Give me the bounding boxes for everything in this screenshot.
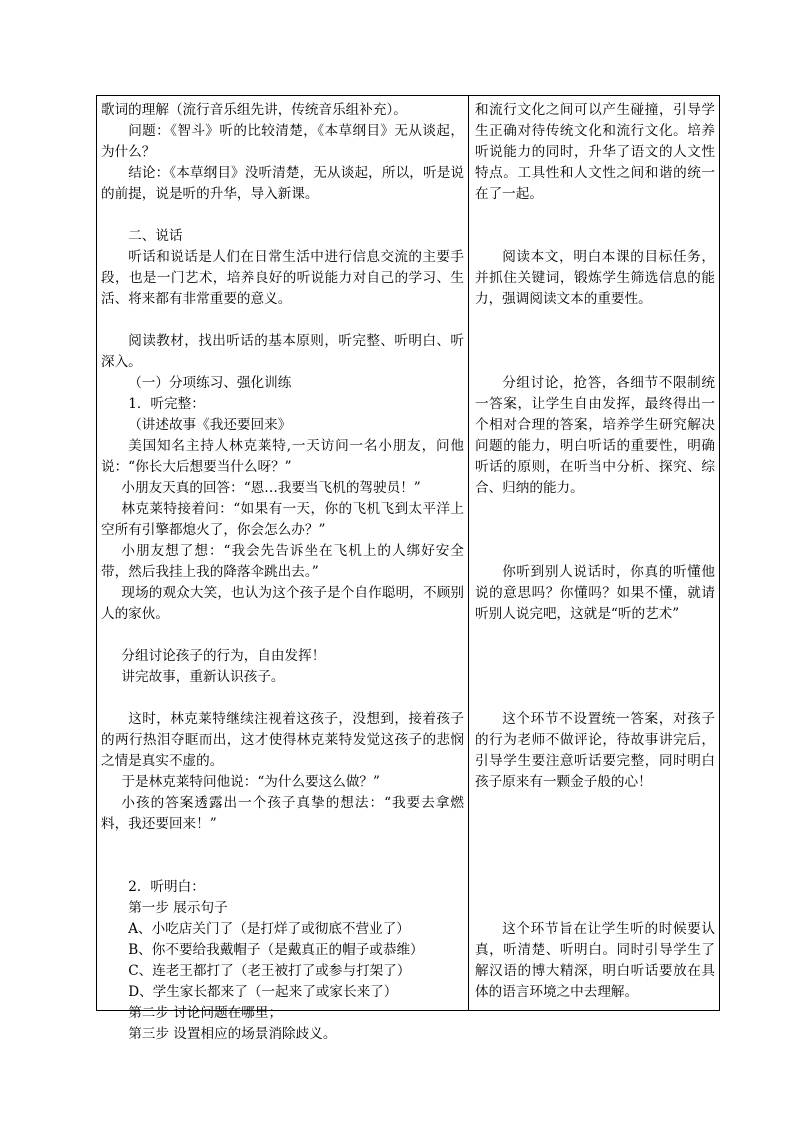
story-paragraph: 美国知名主持人林克莱特,一天访问一名小朋友，问他说：“你长大后想要当什么呀？”	[101, 438, 464, 475]
practice-heading: （一）分项练习、强化训练	[128, 375, 292, 391]
design-intent-text: 你听到别人说话时，你真的听懂他说的意思吗？你懂吗？如果不懂，就请听别人说完吧，这就是“听的艺术”	[475, 564, 715, 622]
story-paragraph: 小朋友想了想：“我会先告诉坐在飞机上的人绑好安全带，然后我挂上我的降落伞跳出去。”	[101, 543, 464, 580]
lesson-plan-table	[96, 95, 720, 1042]
example-sentence: A、小吃店关门了（是打烊了或彻底不营业了）	[128, 921, 410, 937]
example-sentence: D、学生家长都来了（一起来了或家长来了）	[128, 984, 398, 1000]
speaking-text: 听话和说话是人们在日常生活中进行信息交流的主要手段，也是一门艺术，培养良好的听说能力对自己的学习、生活、将来都有非常重要的意义。	[101, 249, 464, 307]
column-divider	[468, 96, 469, 1010]
step-text: 第三步 设置相应的场景消除歧义。	[128, 1026, 337, 1042]
design-intent-text: 分组讨论，抢答，各细节不限制统一答案，让学生自由发挥，最终得出一个相对合理的答案，培养学生研究解决问题的能力，明白听话的重要性，明确听话的原则，在听当中分析、探究、综合、归纳的能力。	[475, 375, 715, 496]
step-text: 第二步 讨论问题在哪里；	[128, 1005, 283, 1021]
design-intent-text: 这个环节旨在让学生听的时候要认真，听清楚、听明白。同时引导学生了解汉语的博大精深，明白听话要放在具体的语言环境之中去理解。	[475, 921, 715, 1000]
conclusion-text: 结论：《本草纲目》没听清楚，无从谈起，所以，听是说的前提，说是听的升华，导入新课。	[101, 165, 464, 202]
right-column	[475, 100, 715, 1003]
story-paragraph: 小朋友天真的回答：“恩…我要当飞机的驾驶员！”	[121, 480, 421, 496]
story-title: （讲述故事《我还要回来》	[128, 417, 292, 433]
story-paragraph: 于是林克莱特问他说：“为什么要这么做？”	[121, 774, 380, 790]
finish-text: 讲完故事，重新认识孩子。	[121, 669, 285, 685]
story-paragraph: 这时，林克莱特继续注视着这孩子，没想到，接着孩子的两行热泪夺眶而出，这才使得林克莱特发觉这孩子的悲悯之情是真实不虚的。	[101, 711, 464, 769]
design-intent-text: 阅读本文，明白本课的目标任务，并抓住关键词，锻炼学生筛选信息的能力，强调阅读文本的重要性。	[475, 249, 715, 307]
example-sentence: B、你不要给我戴帽子（是戴真正的帽子或恭维）	[128, 942, 424, 958]
design-intent-text: 和流行文化之间可以产生碰撞，引导学生正确对待传统文化和流行文化。培养听说能力的同时，升华了语文的人文性特点。工具性和人文性之间和谐的统一在了一起。	[475, 102, 715, 202]
example-sentence: C、连老王都打了（老王被打了或参与打架了）	[128, 963, 411, 979]
listen-clear-heading: 2．听明白：	[128, 879, 205, 895]
read-text: 阅读教材，找出听话的基本原则，听完整、听明白、听深入。	[101, 333, 464, 370]
story-paragraph: 林克莱特接着问：“如果有一天，你的飞机飞到太平洋上空所有引擎都熄火了，你会怎么办？”	[101, 501, 464, 538]
step-text: 第一步 展示句子	[128, 900, 228, 916]
discuss-text: 分组讨论孩子的行为，自由发挥！	[121, 648, 326, 664]
intro-text: 歌词的理解（流行音乐组先讲，传统音乐组补充）。	[101, 102, 407, 118]
section-heading-speaking: 二、说话	[128, 228, 183, 244]
left-column	[101, 100, 464, 1045]
story-paragraph: 小孩的答案透露出一个孩子真挚的想法：“我要去拿燃料，我还要回来！”	[101, 795, 464, 832]
listen-full-heading: 1．听完整：	[128, 396, 205, 412]
question-text: 问题：《智斗》听的比较清楚，《本草纲目》无从谈起，为什么？	[101, 123, 464, 160]
story-paragraph: 现场的观众大笑，也认为这个孩子是个自作聪明，不顾别人的家伙。	[101, 585, 464, 622]
design-intent-text: 这个环节不设置统一答案，对孩子的行为老师不做评论，待故事讲完后，引导学生要注意听话要完整，同时明白孩子原来有一颗金子般的心！	[475, 711, 715, 790]
